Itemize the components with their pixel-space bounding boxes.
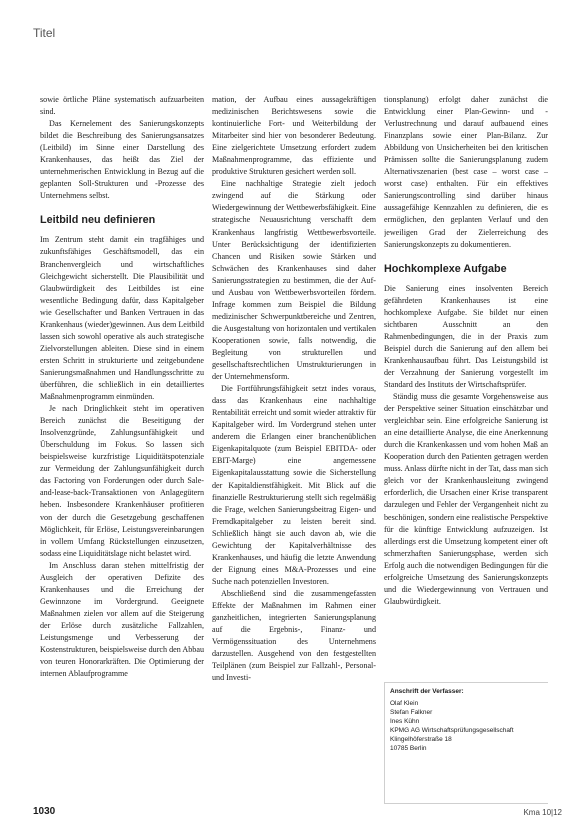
paragraph: tionsplanung) erfolgt daher zunächst die Entwicklung einer Plan-Gewinn- und -Verlustrechnung und darauf aufbauend eines Finanzplans sowie einer Plan-Bilanz. Zur Abbildung von Unsicherheiten bei den kritischen Prämissen sollte die Sanierungsplanung zudem Alternativszenarien (best case – worst case – worst case) enthalten. Für ein effektives Sanierungscontrolling sind darüber hinaus aussagefähige Kennzahlen zu definieren, die es ermöglichen, den geplanten Verlauf und den jeweiligen Grad der Zielerreichung des Sanierungskonzepts zu dokumentieren.	[384, 95, 548, 249]
section-heading-leitbild: Leitbild neu definieren	[40, 214, 156, 227]
paragraph: Das Kernelement des Sanierungskonzepts bildet die Beschreibung des Sanierungsansatzes (Leitbild) im Sinne einer Darstellung des Krankenhauses, das heißt das Ziel der unternehmerischen Entwicklung in Bezug auf die geplanten Soll-Strukturen und -Prozesse des Unternehmens selbst.	[40, 119, 204, 201]
paragraph: Je nach Dringlichkeit steht im operativen Bereich zunächst die Beseitigung der Insolvenzgründe, Zahlungsunfähigkeit und Überschuldung im Fokus. So lassen sich beispielsweise kurzfristige Liquiditätspotenziale zur Vermeidung der Zahlungsunfähigkeit durch das Factoring von Forderungen oder durch Sale-and-lease-back-Transaktionen von Anlagegütern heben. Insbesondere Krankenhäuser profitieren von der durch die Gesetzgebung geschaffenen Möglichkeit, für Erlöse, Leistungsvereinbarungen in vollem Umfang Rückstellungen einzusetzen, sodass eine Liquiditätslage nicht belastet wird.	[40, 404, 204, 558]
author-address-line: 10785 Berlin	[390, 745, 427, 752]
paragraph: sowie örtliche Pläne systematisch aufzuarbeiten sind.	[40, 95, 204, 117]
running-header: Titel	[33, 26, 56, 40]
author-address-line: Ines Kühn	[390, 718, 420, 725]
paragraph: Abschließend sind die zusammengefassten Effekte der Maßnahmen im Rahmen einer ganzheitlichen, integrierten Sanierungsplanung auf die Ergebnis-, Finanz- und Vermögenssituation des Unternehmens darzustellen. Ausgehend von den festgestellten Teilplänen (zum Beispiel zur Fallzahl-, Personal- und Investi-	[212, 588, 376, 683]
paragraph: Im Zentrum steht damit ein tragfähiges und zukunftsfähiges Geschäftsmodell, das ein Branchenvergleich und wirtschaftliches Gleichgewicht sicherstellt. Die Plausibilität und Glaubwürdigkeit des Leitbildes ist eine wesentliche Bedingung dafür, dass Kapitalgeber wie Gesellschafter und Banken Vertrauen in das Krankenhaus (wieder)gewinnen. Aus dem Leitbild lassen sich sowohl operative als auch strategische Zielvorstellungen ableiten. Diese sind in einem ersten Schritt in strukturierte und zeitgebundene Sanierungsmaßnahmen und Handlungsschritte zu überführen, die schließlich in ein detailliertes Maßnahmenprogramm einmünden.	[40, 235, 204, 402]
section-heading-aufgabe: Hochkomplexe Aufgabe	[384, 262, 507, 275]
paragraph: Die Fortführungsfähigkeit setzt indes voraus, dass das Krankenhaus eine nachhaltige Rentabilität erreicht und somit wieder attraktiv für Kapitalgeber wird. Im Vordergrund stehen unter anderem die Erlangen einer branchenüblichen Eigenkapitalquote (zum Beispiel EBITDA- oder EBIT-Marge) eine angemessene Eigenkapitalausstattung sowie die Sicherstellung der Kapitaldienstfähigkeit. Mit Blick auf die finanzielle Restrukturierung stellt sich regelmäßig die Frage, welchen Sanierungsbeitrag Eigen- und Fremdkapitalgeber zu leisten bereit sind. Schließlich hängt sie auch davon ab, wie die Gewichtung der Kapitalverhältnisse des Krankenhauses, und häufig die letzte Anwendung der Eignung eines M&A-Prozesses und eine Suche nach potenziellen Investoren.	[212, 384, 376, 586]
author-address-title: Anschrift der Verfasser:	[390, 688, 464, 695]
paragraph: Eine nachhaltige Strategie zielt jedoch zwingend auf die Stärkung oder Wiedergewinnung der Wettbewerbsfähigkeit. Eine strategische Neuausrichtung verschafft dem Krankenhaus langfristig Wettbewerbsvorteile. Unter Berücksichtigung der identifizierten Chancen und Risiken sowie Stärken und Schwächen des Krankenhauses sind daher Sanierungsstrategien zu bestimmen, die der Auf- und Ausbau von Wettbewerbsvorteilen fördern. Infrage kommen zum Beispiel die Bildung medizinischer Schwerpunktbereiche und Zentren, die Ausgestaltung von horizontalen und vertikalen Kooperationen sowie, falls notwendig, die Begleitung von strukturellen und gesellschaftsrechtlichen Umstrukturierungen in der Unternehmensform.	[212, 179, 376, 382]
column-1	[40, 94, 204, 814]
paragraph: Ständig muss die gesamte Vorgehensweise aus der Perspektive seiner Situation einschätzbar und vergleichbar sein. Eine erfolgreiche Sanierung ist an eine detaillierte Analyse, die eine Anerkennung durch die Krankenkassen und vom hohen Maß an Kooperation durch den Patienten getragen werden muss. Anlass dürfte nicht in der Tat, dass man sich gleich vor der Krankenhausleitung zwingend erforderlich, die Ursachen einer Krise transparent darzulegen und Fehler der Vergangenheit nicht zu beschönigen, sondern eine realistische Perspektive für die künftige Entwicklung aufzuzeigen. Ist allerdings erst die Umsetzung kompetent einer oft schmerzhaften Sanierungsphase, werden sich Erfolg auch die notwendigen Bedingungen für die erfolgreiche Umsetzung des Sanierungskonzepts und die Wiedergewinnung von Vertrauen und Glaubwürdigkeit.	[384, 392, 548, 606]
paragraph: Im Anschluss daran stehen mittelfristig der Ausgleich der operativen Defizite des Krankenhauses und die Erreichung der Gewinnzone im Vordergrund. Geeignete Maßnahmen zielen vor allem auf die Steigerung der Erlöse durch zusätzliche Fallzahlen, Leistungsmenge und Verbesserung der Kostenstrukturen, beispielsweise durch den Abbau von teuren Honorarkräften. Die Optimierung der internen Ablaufprogramme	[40, 560, 204, 679]
column-2	[212, 94, 376, 814]
author-address-line: KPMG AG Wirtschaftsprüfungsgesellschaft	[390, 727, 514, 734]
author-address-box	[384, 682, 548, 804]
author-address-line: Klingelhöferstraße 18	[390, 736, 452, 743]
column-3	[384, 94, 548, 814]
article-body	[40, 94, 558, 814]
paragraph: Die Sanierung eines insolventen Bereich gefährdeten Krankenhauses ist eine hochkomplexe Aufgabe. Sie bildet nur einen sichtbaren Ausschnitt an den Rahmenbedingungen, die in der Praxis zum Beispiel durch die Sanierung auf den allem bei Krankenhausaufbau führt. Das Leistungsbild ist der Verzahnung der Sanierung vorgestellt im Standard des Instituts der Wirtschaftsprüfer.	[384, 283, 548, 389]
page-number: 1030	[33, 806, 56, 817]
journal-footer: Kma 10|12	[523, 808, 562, 817]
author-address-line: Olaf Klein	[390, 700, 419, 707]
author-address-line: Stefan Falkner	[390, 709, 433, 716]
paragraph: mation, der Aufbau eines aussagekräftigen medizinischen Berichtswesens sowie die kontinuierliche Fort- und Weiterbildung der Mitarbeiter sind hier von besonderer Bedeutung. Eine zielgerichtete Umsetzung erfordert zudem Maßnahmenprogramme, das effiziente und produktive Strukturen gesichert werden soll.	[212, 95, 376, 177]
